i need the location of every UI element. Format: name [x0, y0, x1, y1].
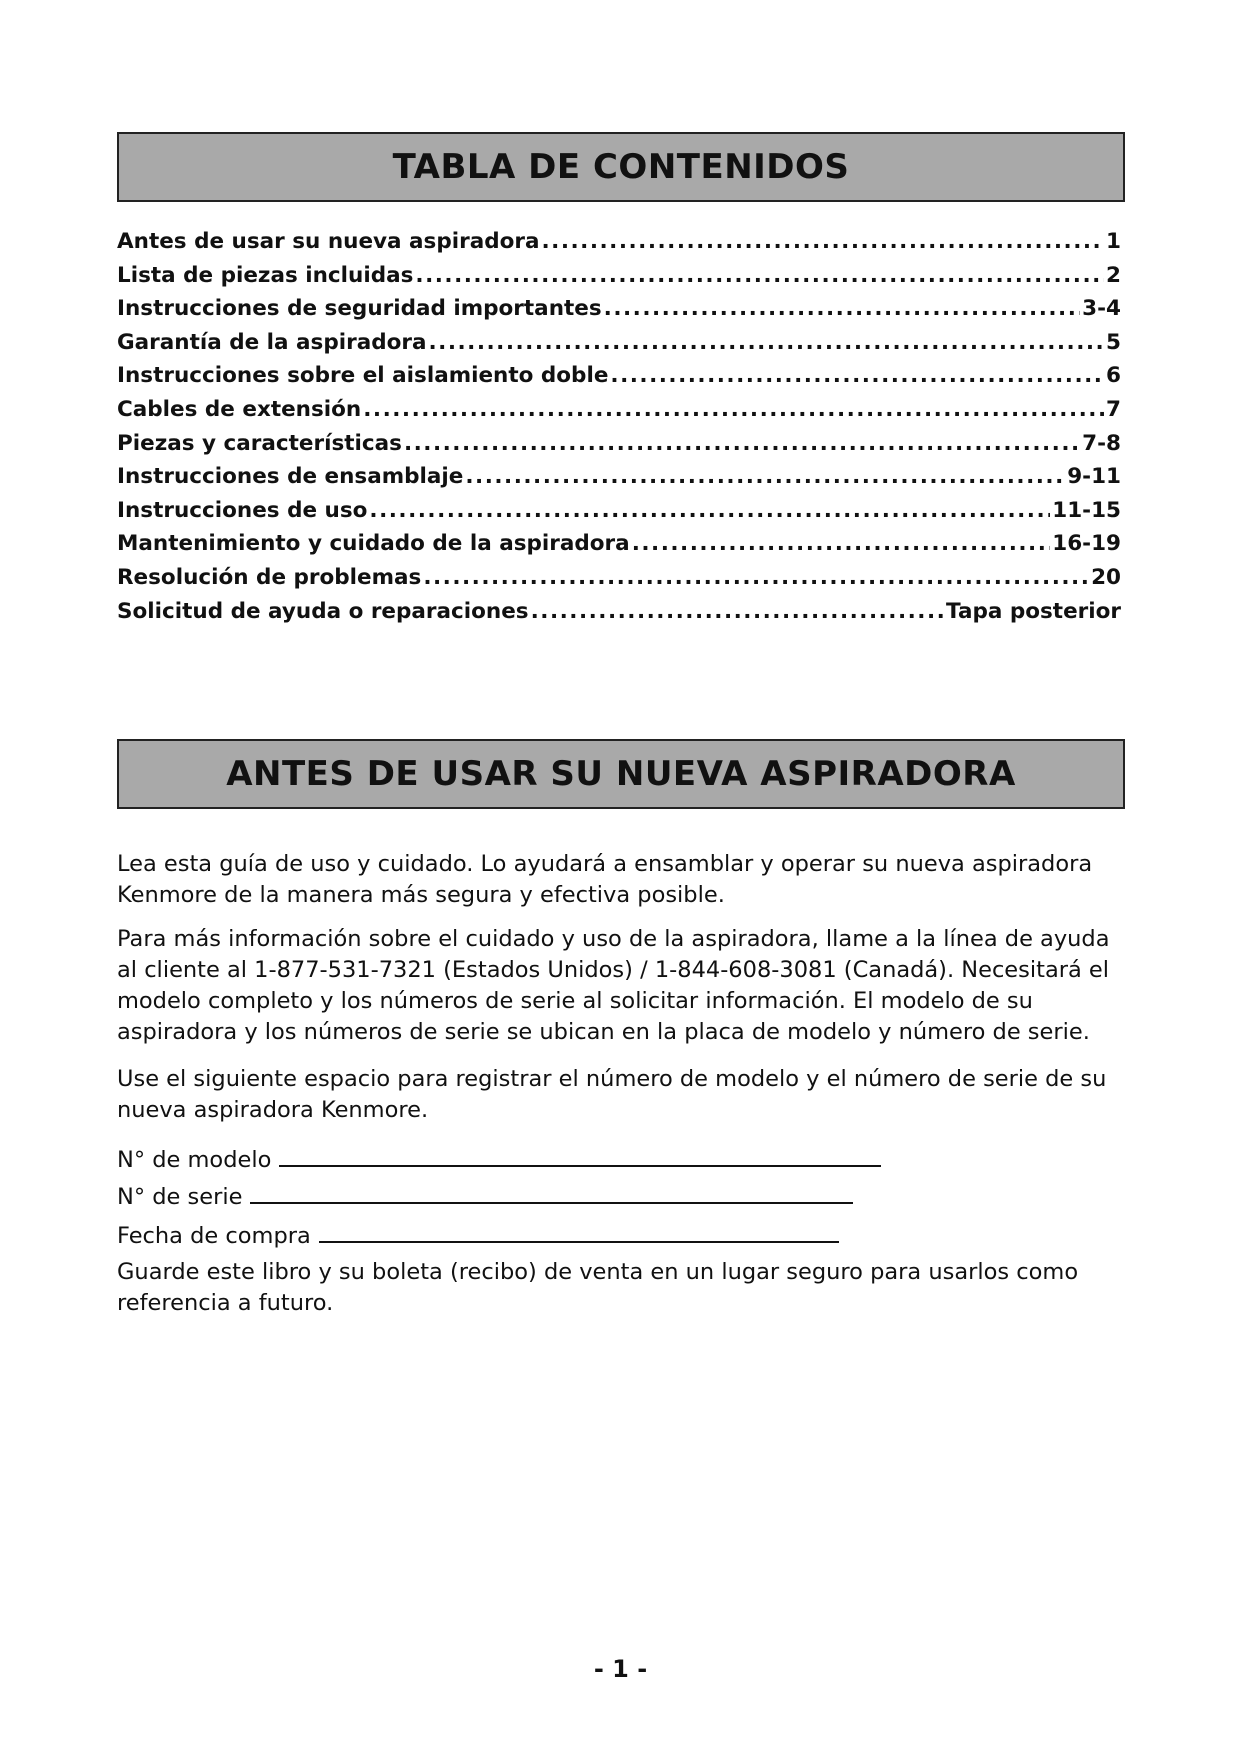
toc-entry-page: 3-4	[1082, 296, 1121, 322]
toc-dot-leader	[531, 599, 944, 624]
helpline-paragraph: Para más información sobre el cuidado y uso de la aspiradora, llame a la línea de ayuda al cliente al 1-877-531-7321 (Estados Unidos) / 1-844-608-3081 (Canadá). Necesitará el modelo completo y los números de serie al solicitar información. El modelo de su aspiradora y los números de serie se ubican en la placa de modelo y número de serie.	[117, 926, 1110, 1045]
before-use-heading: ANTES DE USAR SU NUEVA ASPIRADORA	[226, 754, 1016, 794]
model-number-field	[117, 1141, 881, 1176]
toc-entry-title: Resolución de problemas	[117, 564, 422, 590]
intro-paragraph: Lea esta guía de uso y cuidado. Lo ayudará a ensamblar y operar su nueva aspiradora Kenmore de la manera más segura y efectiva posible.	[117, 851, 1093, 908]
toc-heading: TABLA DE CONTENIDOS	[392, 147, 850, 187]
toc-entry	[117, 464, 1121, 498]
toc-entry-title: Instrucciones de seguridad importantes	[117, 296, 602, 322]
toc-entry-title: Instrucciones sobre el aislamiento doble	[117, 363, 609, 389]
toc-entry-title: Piezas y características	[117, 430, 402, 456]
toc-entry	[117, 565, 1121, 599]
toc-entry	[117, 498, 1121, 532]
toc-entry	[117, 330, 1121, 364]
purchase-date-blank-line	[319, 1217, 839, 1243]
toc-entry-page: 7	[1106, 396, 1121, 422]
toc-dot-leader	[604, 296, 1081, 321]
toc-entry	[117, 296, 1121, 330]
serial-number-label: N° de serie	[117, 1184, 243, 1210]
toc-entry-page: 11-15	[1052, 497, 1121, 523]
toc-entry-page: 2	[1106, 262, 1121, 288]
toc-list	[117, 229, 1121, 632]
toc-entry	[117, 263, 1121, 297]
toc-entry-title: Solicitud de ayuda o reparaciones	[117, 598, 529, 624]
toc-entry-title: Instrucciones de uso	[117, 497, 368, 523]
toc-entry-title: Lista de piezas incluidas	[117, 262, 414, 288]
toc-entry-page: 20	[1091, 564, 1121, 590]
toc-dot-leader	[363, 397, 1104, 422]
toc-heading-banner	[117, 132, 1125, 202]
serial-number-field	[117, 1178, 853, 1213]
toc-entry	[117, 431, 1121, 465]
toc-entry-page: Tapa posterior	[946, 598, 1121, 624]
toc-dot-leader	[369, 498, 1050, 523]
toc-dot-leader	[415, 263, 1104, 288]
toc-dot-leader	[541, 229, 1104, 254]
keep-receipt-paragraph: Guarde este libro y su boleta (recibo) de venta en un lugar seguro para usarlos como referencia a futuro.	[117, 1259, 1079, 1316]
toc-dot-leader	[632, 531, 1051, 556]
toc-dot-leader	[465, 464, 1065, 489]
toc-entry-page: 6	[1106, 363, 1121, 389]
model-number-label: N° de modelo	[117, 1147, 272, 1173]
toc-entry	[117, 599, 1121, 633]
toc-entry-page: 5	[1106, 329, 1121, 355]
record-instructions-paragraph: Use el siguiente espacio para registrar el número de modelo y el número de serie de su nueva aspiradora Kenmore.	[117, 1066, 1107, 1123]
toc-dot-leader	[423, 565, 1089, 590]
toc-entry-page: 16-19	[1052, 531, 1121, 557]
toc-entry	[117, 363, 1121, 397]
toc-entry-title: Mantenimiento y cuidado de la aspiradora	[117, 531, 630, 557]
page-number: - 1 -	[593, 1655, 648, 1683]
toc-dot-leader	[428, 330, 1104, 355]
toc-entry-title: Antes de usar su nueva aspiradora	[117, 229, 540, 254]
serial-number-blank-line	[250, 1178, 853, 1204]
before-use-heading-banner	[117, 739, 1125, 809]
purchase-date-field	[117, 1217, 839, 1252]
toc-entry-title: Cables de extensión	[117, 396, 362, 422]
toc-entry-title: Instrucciones de ensamblaje	[117, 464, 464, 490]
toc-entry-page: 9-11	[1067, 464, 1121, 490]
toc-entry	[117, 397, 1121, 431]
toc-entry	[117, 531, 1121, 565]
toc-entry-page: 1	[1106, 229, 1121, 254]
purchase-date-label: Fecha de compra	[117, 1223, 311, 1249]
toc-entry-title: Garantía de la aspiradora	[117, 329, 427, 355]
toc-entry-page: 7-8	[1082, 430, 1121, 456]
toc-entry	[117, 229, 1121, 263]
toc-dot-leader	[404, 431, 1080, 456]
toc-dot-leader	[610, 363, 1104, 388]
model-number-blank-line	[279, 1141, 881, 1167]
